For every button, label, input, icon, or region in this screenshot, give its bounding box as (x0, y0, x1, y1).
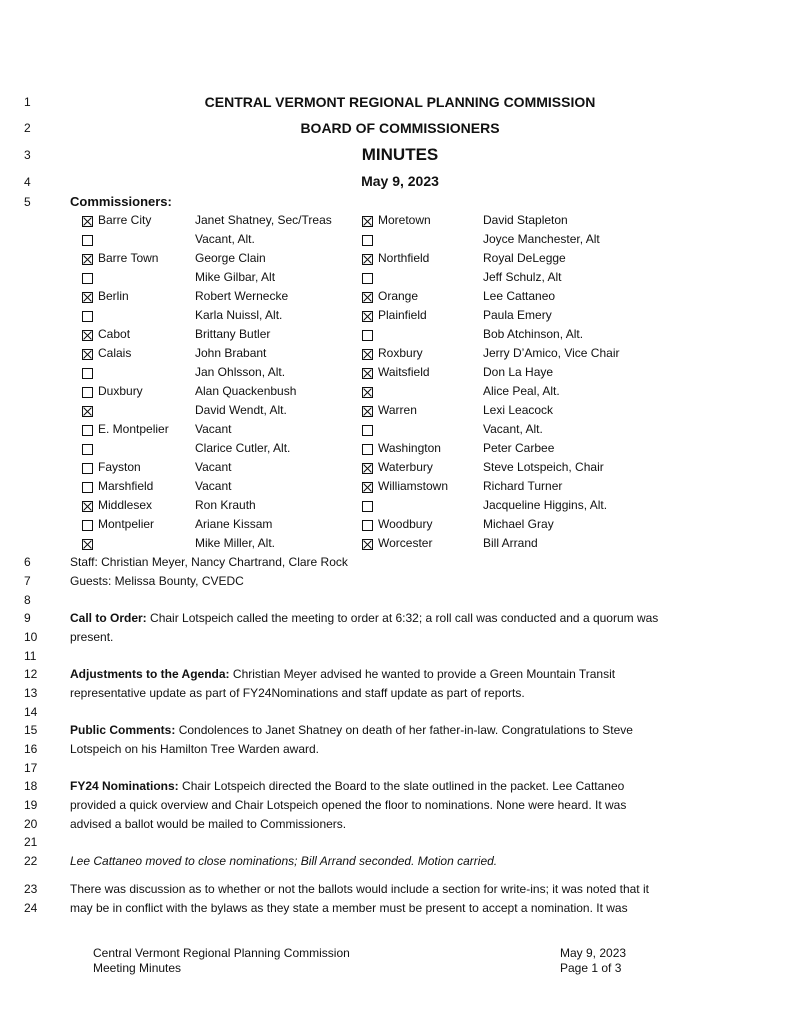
attendance-checkbox (362, 463, 373, 474)
roster-row (80, 384, 700, 403)
roster-row (80, 460, 700, 479)
commissioner-name: Richard Turner (483, 479, 563, 493)
attendance-checkbox (82, 273, 93, 284)
roster-row (80, 441, 700, 460)
commissioner-name: Ron Krauth (195, 498, 256, 512)
line-number: 24 (24, 901, 38, 915)
adjustments-text: Christian Meyer advised he wanted to provide a Green Mountain Transit (229, 667, 616, 681)
roster-row (80, 270, 700, 289)
attendance-checkbox (362, 368, 373, 379)
commissioners-label: Commissioners: (70, 194, 172, 209)
attendance-checkbox (82, 406, 93, 417)
town-name: Duxbury (98, 384, 143, 398)
organization-title: CENTRAL VERMONT REGIONAL PLANNING COMMISSION (204, 94, 596, 110)
commissioner-name: Ariane Kissam (195, 517, 273, 531)
town-name: E. Montpelier (98, 422, 169, 436)
attendance-checkbox (362, 520, 373, 531)
adjustments-heading: Adjustments to the Agenda: (70, 667, 230, 681)
line-number: 5 (24, 195, 31, 209)
attendance-checkbox (362, 482, 373, 493)
town-name: Williamstown (378, 479, 449, 493)
footer-right (560, 946, 626, 976)
commissioner-name: David Stapleton (483, 213, 568, 227)
attendance-checkbox (362, 235, 373, 246)
line-number: 23 (24, 882, 38, 896)
public-comments-text: Condolences to Janet Shatney on death of her father-in-law. Congratulations to Steve (175, 723, 633, 737)
nominations-text: Chair Lotspeich directed the Board to the slate outlined in the packet. Lee Cattaneo (178, 779, 625, 793)
attendance-checkbox (82, 235, 93, 246)
roster-row (80, 308, 700, 327)
attendance-checkbox (362, 539, 373, 550)
attendance-checkbox (82, 292, 93, 303)
commissioner-name: George Clain (195, 251, 266, 265)
town-name: Barre City (98, 213, 152, 227)
attendance-checkbox (82, 463, 93, 474)
commissioner-name: Robert Wernecke (195, 289, 289, 303)
commissioner-name: Lee Cattaneo (483, 289, 556, 303)
roster-row (80, 403, 700, 422)
commissioner-name: Alice Peal, Alt. (483, 384, 560, 398)
town-name: Plainfield (378, 308, 427, 322)
nominations-heading: FY24 Nominations: (70, 779, 179, 793)
town-name: Orange (378, 289, 419, 303)
town-name: Calais (98, 346, 132, 360)
attendance-checkbox (362, 216, 373, 227)
roster-row (80, 232, 700, 251)
footer-document: Meeting Minutes (93, 961, 182, 975)
attendance-checkbox (362, 387, 373, 398)
footer-organization: Central Vermont Regional Planning Commission (93, 946, 350, 960)
line-number: 7 (24, 574, 31, 588)
attendance-checkbox (362, 406, 373, 417)
line-number: 16 (24, 742, 38, 756)
commissioner-name: Karla Nuissl, Alt. (195, 308, 283, 322)
public-comments-heading: Public Comments: (70, 723, 176, 737)
attendance-checkbox (362, 254, 373, 265)
roster-row (80, 327, 700, 346)
line-number: 10 (24, 630, 38, 644)
roster-row (80, 365, 700, 384)
commissioner-name: Mike Gilbar, Alt (195, 270, 276, 284)
commissioner-name: Royal DeLegge (483, 251, 566, 265)
line-number: 3 (24, 148, 31, 162)
attendance-checkbox (362, 311, 373, 322)
commissioner-name: Paula Emery (483, 308, 552, 322)
commissioner-name: Jan Ohlsson, Alt. (195, 365, 286, 379)
town-name: Barre Town (98, 251, 159, 265)
line-number: 19 (24, 798, 38, 812)
minutes-title: MINUTES (361, 145, 439, 164)
adjustments-line2: representative update as part of FY24Nominations and staff update as part of reports. (70, 686, 525, 700)
roster-row (80, 517, 700, 536)
footer-date: May 9, 2023 (560, 946, 627, 960)
call-to-order-heading: Call to Order: (70, 611, 147, 625)
commissioner-name: Michael Gray (483, 517, 554, 531)
town-name: Warren (378, 403, 417, 417)
line-number: 1 (24, 95, 31, 109)
attendance-checkbox (362, 501, 373, 512)
line-number: 4 (24, 175, 31, 189)
attendance-checkbox (82, 501, 93, 512)
town-name: Northfield (378, 251, 430, 265)
commissioner-name: Janet Shatney, Sec/Treas (195, 213, 332, 227)
attendance-checkbox (362, 349, 373, 360)
commissioner-name: Brittany Butler (195, 327, 271, 341)
commissioner-name: Don La Haye (483, 365, 554, 379)
line-number: 12 (24, 667, 38, 681)
guests-line: Guests: Melissa Bounty, CVEDC (70, 574, 244, 588)
attendance-checkbox (82, 520, 93, 531)
commissioner-name: Clarice Cutler, Alt. (195, 441, 291, 455)
town-name: Middlesex (98, 498, 153, 512)
line-number: 14 (24, 705, 38, 719)
line-number: 13 (24, 686, 38, 700)
commissioner-name: Vacant, Alt. (195, 232, 255, 246)
attendance-checkbox (82, 330, 93, 341)
line-number: 9 (24, 611, 31, 625)
line-number: 2 (24, 121, 31, 135)
attendance-checkbox (82, 387, 93, 398)
staff-line: Staff: Christian Meyer, Nancy Chartrand, Clare Rock (70, 555, 348, 569)
discussion-line1: There was discussion as to whether or not the ballots would include a section for write-ins; it was noted that it (70, 882, 649, 896)
attendance-checkbox (82, 311, 93, 322)
board-title: BOARD OF COMMISSIONERS (300, 120, 500, 136)
commissioner-name: Vacant (195, 479, 232, 493)
commissioner-name: Bob Atchinson, Alt. (483, 327, 584, 341)
town-name: Moretown (378, 213, 431, 227)
line-number: 18 (24, 779, 38, 793)
town-name: Montpelier (98, 517, 155, 531)
call-to-order-text: Chair Lotspeich called the meeting to order at 6:32; a roll call was conducted and a quorum was (146, 611, 659, 625)
commissioner-name: Steve Lotspeich, Chair (483, 460, 604, 474)
attendance-checkbox (82, 349, 93, 360)
public-comments-line1 (70, 721, 730, 739)
roster-row (80, 289, 700, 308)
town-name: Washington (378, 441, 441, 455)
nominations-line1 (70, 777, 730, 795)
roster-row (80, 213, 700, 232)
call-to-order-line1 (70, 609, 730, 627)
town-name: Waitsfield (378, 365, 430, 379)
attendance-checkbox (82, 216, 93, 227)
commissioner-name: Alan Quackenbush (195, 384, 297, 398)
roster-row (80, 251, 700, 270)
town-name: Marshfield (98, 479, 154, 493)
nominations-line2: provided a quick overview and Chair Lotspeich opened the floor to nominations. None were heard. It was (70, 798, 627, 812)
attendance-checkbox (82, 425, 93, 436)
line-number: 6 (24, 555, 31, 569)
line-number: 8 (24, 593, 31, 607)
town-name: Fayston (98, 460, 141, 474)
town-name: Roxbury (378, 346, 423, 360)
line-number: 17 (24, 761, 38, 775)
nominations-line3: advised a ballot would be mailed to Commissioners. (70, 817, 347, 831)
attendance-checkbox (82, 482, 93, 493)
attendance-checkbox (82, 444, 93, 455)
commissioner-name: David Wendt, Alt. (195, 403, 287, 417)
adjustments-line1 (70, 665, 730, 683)
commissioner-name: Vacant, Alt. (483, 422, 543, 436)
line-number: 22 (24, 854, 38, 868)
commissioner-name: Joyce Manchester, Alt (483, 232, 600, 246)
call-to-order-line2: present. (70, 630, 114, 644)
commissioner-name: Jeff Schulz, Alt (483, 270, 562, 284)
footer-page-number: Page 1 of 3 (560, 961, 622, 975)
footer-left (93, 946, 350, 976)
attendance-checkbox (362, 425, 373, 436)
commissioner-name: Jerry D’Amico, Vice Chair (483, 346, 620, 360)
commissioner-name: Vacant (195, 460, 232, 474)
attendance-checkbox (82, 368, 93, 379)
commissioner-name: Vacant (195, 422, 232, 436)
roster-row (80, 346, 700, 365)
roster-row (80, 479, 700, 498)
town-name: Waterbury (378, 460, 433, 474)
commissioner-name: Lexi Leacock (483, 403, 554, 417)
discussion-line2: may be in conflict with the bylaws as they state a member must be present to accept a nomination. It was (70, 901, 628, 915)
town-name: Cabot (98, 327, 131, 341)
line-number: 20 (24, 817, 38, 831)
town-name: Woodbury (378, 517, 433, 531)
commissioner-name: Jacqueline Higgins, Alt. (483, 498, 608, 512)
line-number: 11 (24, 649, 37, 663)
commissioner-name: Bill Arrand (483, 536, 538, 550)
line-number: 21 (24, 835, 38, 849)
attendance-checkbox (362, 330, 373, 341)
attendance-checkbox (362, 292, 373, 303)
roster-row (80, 422, 700, 441)
attendance-checkbox (362, 444, 373, 455)
town-name: Worcester (378, 536, 433, 550)
meeting-date: May 9, 2023 (361, 173, 439, 189)
commissioner-name: Mike Miller, Alt. (195, 536, 276, 550)
motion-line: Lee Cattaneo moved to close nominations; Bill Arrand seconded. Motion carried. (70, 854, 498, 868)
line-number: 15 (24, 723, 38, 737)
public-comments-line2: Lotspeich on his Hamilton Tree Warden award. (70, 742, 320, 756)
commissioner-name: John Brabant (195, 346, 267, 360)
town-name: Berlin (98, 289, 129, 303)
roster-row (80, 498, 700, 517)
attendance-checkbox (362, 273, 373, 284)
attendance-checkbox (82, 539, 93, 550)
commissioner-name: Peter Carbee (483, 441, 555, 455)
attendance-checkbox (82, 254, 93, 265)
